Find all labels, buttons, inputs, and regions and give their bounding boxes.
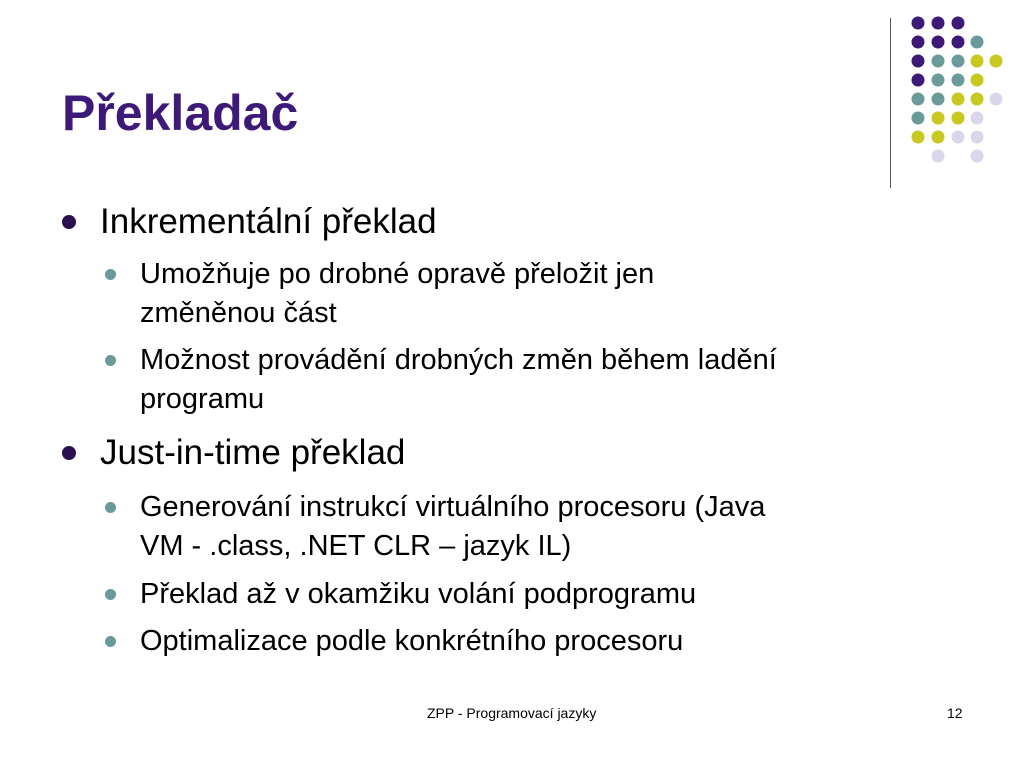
- dot: [971, 93, 984, 106]
- dot: [932, 17, 945, 30]
- bullet-dot-icon: [62, 446, 76, 460]
- dot: [952, 131, 965, 144]
- sub-bullet-text: [140, 255, 960, 333]
- dot: [971, 131, 984, 144]
- sub-bullet-line: VM - .class, .NET CLR – jazyk IL): [140, 530, 572, 562]
- vertical-divider: [890, 18, 891, 188]
- dot: [971, 150, 984, 163]
- slide-title: Překladač: [62, 85, 299, 141]
- dot: [932, 131, 945, 144]
- dot: [912, 55, 925, 68]
- sub-bullet-line: Generování instrukcí virtuálního procesoru (Java: [140, 491, 766, 523]
- dot: [971, 36, 984, 49]
- sub-bullet-dot-icon: [105, 355, 116, 366]
- sub-bullet-dot-icon: [105, 636, 116, 647]
- dot: [952, 36, 965, 49]
- dot: [971, 55, 984, 68]
- dot: [971, 112, 984, 125]
- dot: [912, 74, 925, 87]
- sub-bullet-text: [140, 488, 960, 566]
- dot: [990, 55, 1003, 68]
- sub-bullet-line: Možnost provádění drobných změn během ladění: [140, 344, 777, 376]
- page-number: 12: [947, 705, 963, 721]
- dot: [912, 36, 925, 49]
- sub-bullet-line: Optimalizace podle konkrétního procesoru: [140, 625, 684, 657]
- sub-bullet-dot-icon: [105, 502, 116, 513]
- dot: [952, 93, 965, 106]
- bullet-text: Inkrementální překlad: [100, 202, 437, 241]
- sub-bullet-line: Překlad až v okamžiku volání podprogramu: [140, 578, 697, 610]
- bullet-text: Just-in-time překlad: [100, 433, 406, 472]
- dot: [952, 17, 965, 30]
- dot: [932, 36, 945, 49]
- sub-bullet-line: Umožňuje po drobné opravě přeložit jen: [140, 258, 655, 290]
- dot: [932, 93, 945, 106]
- bullet-dot-icon: [62, 215, 76, 229]
- dot: [932, 150, 945, 163]
- dot: [932, 112, 945, 125]
- dot: [952, 55, 965, 68]
- sub-bullet-dot-icon: [105, 589, 116, 600]
- dot: [952, 112, 965, 125]
- sub-bullet-text: [140, 622, 960, 661]
- sub-bullet-dot-icon: [105, 269, 116, 280]
- sub-bullet-line: změněnou část: [140, 297, 337, 329]
- dot: [912, 17, 925, 30]
- dot: [912, 131, 925, 144]
- sub-bullet-line: programu: [140, 383, 265, 415]
- dot: [912, 93, 925, 106]
- sub-bullet-text: [140, 575, 960, 614]
- dot: [932, 74, 945, 87]
- decorative-dot-grid: [0, 0, 1024, 200]
- dot: [952, 74, 965, 87]
- dot: [932, 55, 945, 68]
- dot: [912, 112, 925, 125]
- footer-title: ZPP - Programovací jazyky: [427, 705, 597, 721]
- dot: [990, 93, 1003, 106]
- sub-bullet-text: [140, 341, 960, 419]
- dot: [971, 74, 984, 87]
